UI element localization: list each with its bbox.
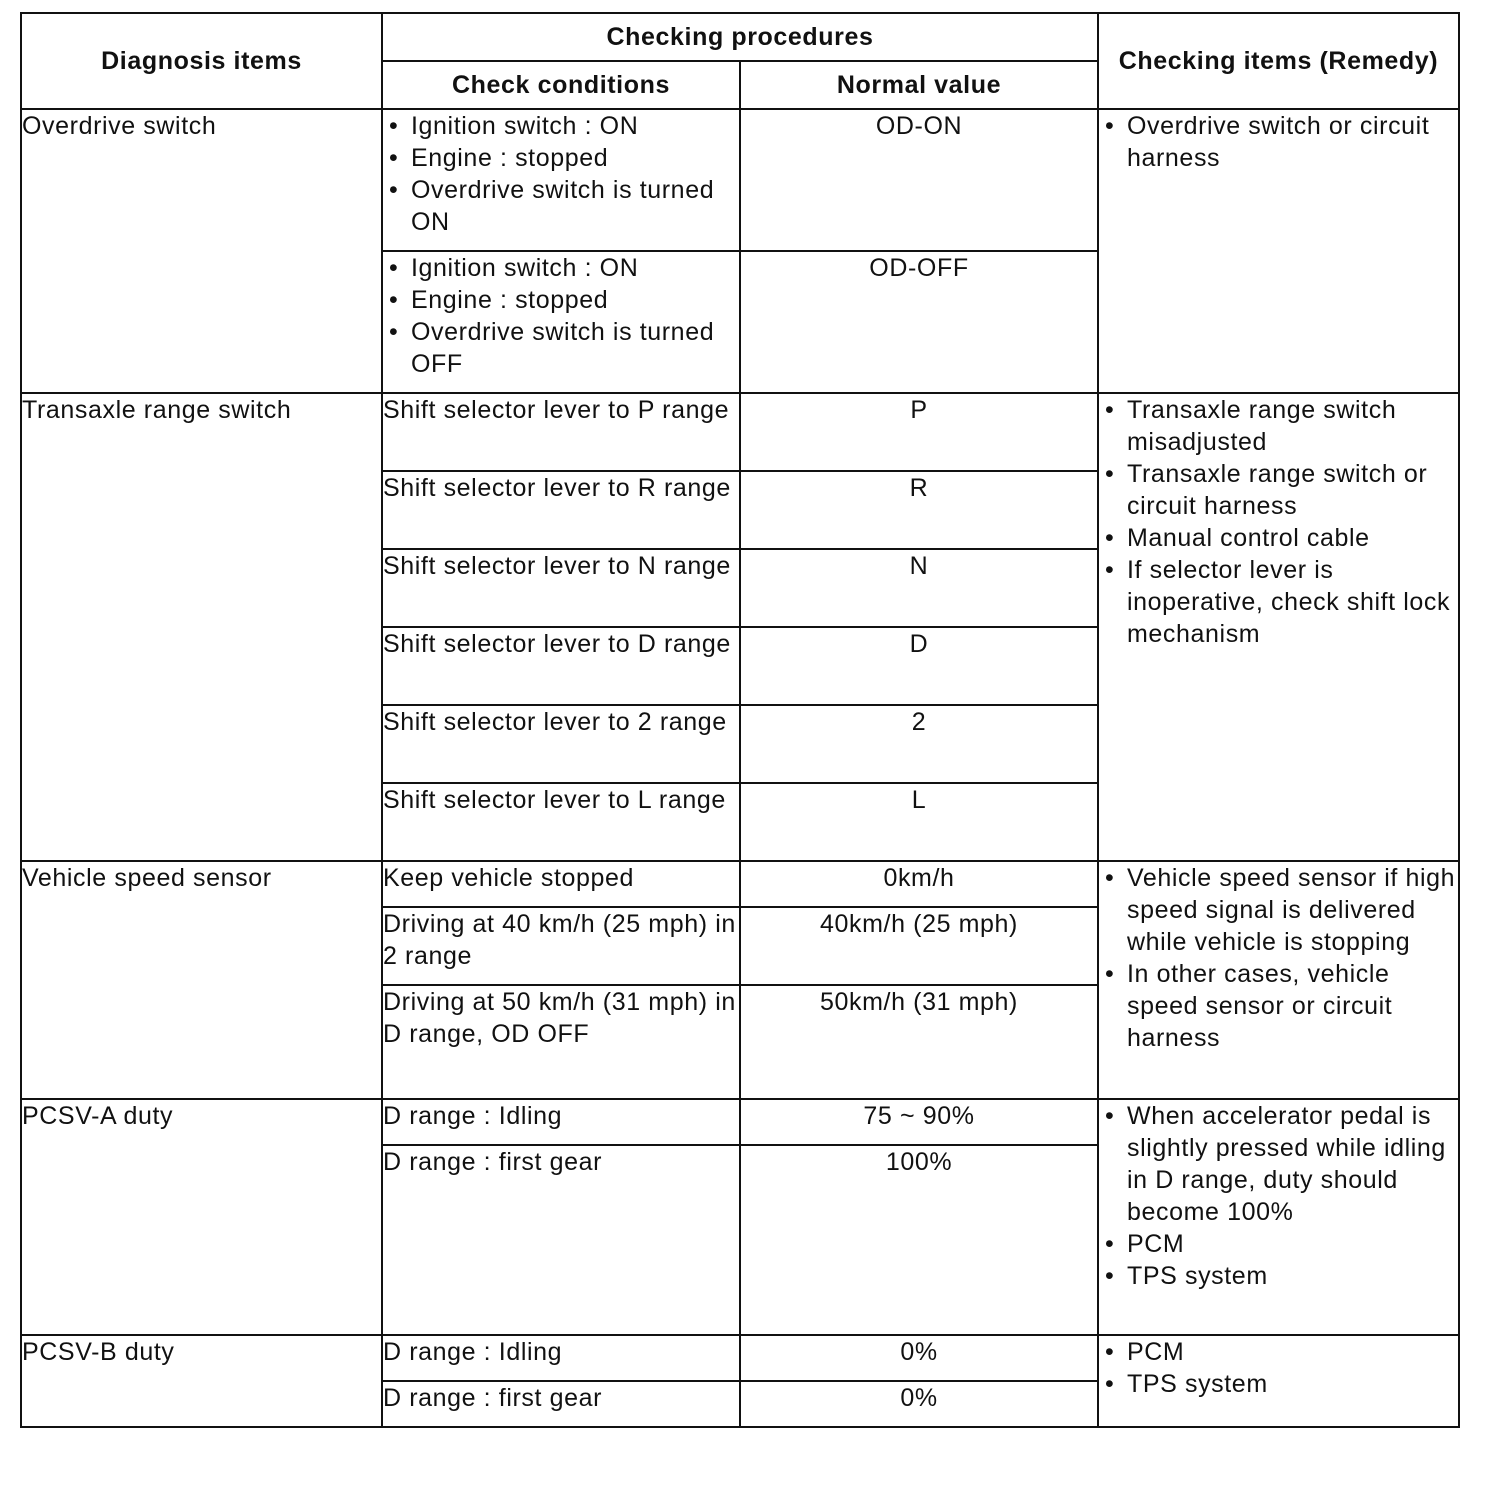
diagnosis-table — [20, 12, 1460, 1428]
normal-value: D — [740, 627, 1098, 705]
normal-value: 100% — [740, 1145, 1098, 1335]
list-item: • Transaxle range switch misadjusted — [1099, 394, 1458, 458]
check-condition — [382, 109, 740, 251]
list-item: • If selector lever is inoperative, check shift lock mechanism — [1099, 554, 1458, 650]
list-item: • Manual control cable — [1099, 522, 1458, 554]
list-item: • Overdrive switch is turned ON — [383, 174, 739, 238]
diagnosis-item-transaxle: Transaxle range switch — [21, 393, 382, 861]
table-row — [21, 1099, 1459, 1145]
normal-value: 50km/h (31 mph) — [740, 985, 1098, 1099]
check-condition: Shift selector lever to P range — [382, 393, 740, 471]
diagnosis-item-overdrive: Overdrive switch — [21, 109, 382, 393]
list-item: • Transaxle range switch or circuit harness — [1099, 458, 1458, 522]
normal-value: OD-OFF — [740, 251, 1098, 393]
diagnosis-item-pcsv-b: PCSV-B duty — [21, 1335, 382, 1427]
table-row — [21, 393, 1459, 471]
list-item: • TPS system — [1099, 1260, 1458, 1292]
check-condition: Keep vehicle stopped — [382, 861, 740, 907]
check-condition — [382, 251, 740, 393]
check-condition: Shift selector lever to 2 range — [382, 705, 740, 783]
list-item: • Overdrive switch or circuit harness — [1099, 110, 1458, 174]
list-item: • Engine : stopped — [383, 284, 739, 316]
normal-value: L — [740, 783, 1098, 861]
normal-value: OD-ON — [740, 109, 1098, 251]
diagnosis-item-speed-sensor: Vehicle speed sensor — [21, 861, 382, 1099]
remedy-overdrive — [1098, 109, 1459, 393]
list-item: • Vehicle speed sensor if high speed signal is delivered while vehicle is stopping — [1099, 862, 1458, 958]
check-condition: D range : first gear — [382, 1145, 740, 1335]
normal-value: 75 ~ 90% — [740, 1099, 1098, 1145]
normal-value: 0% — [740, 1335, 1098, 1381]
remedy-pcsv-b — [1098, 1335, 1459, 1427]
list-item: • PCM — [1099, 1228, 1458, 1260]
normal-value: 0% — [740, 1381, 1098, 1427]
check-condition: Shift selector lever to N range — [382, 549, 740, 627]
list-item: • Overdrive switch is turned OFF — [383, 316, 739, 380]
check-condition: Driving at 40 km/h (25 mph) in 2 range — [382, 907, 740, 985]
list-item: • When accelerator pedal is slightly pressed while idling in D range, duty should become 100% — [1099, 1100, 1458, 1228]
header-diagnosis-items: Diagnosis items — [21, 13, 382, 109]
normal-value: 40km/h (25 mph) — [740, 907, 1098, 985]
check-condition: D range : Idling — [382, 1099, 740, 1145]
list-item: • PCM — [1099, 1336, 1458, 1368]
check-condition: Driving at 50 km/h (31 mph) in D range, OD OFF — [382, 985, 740, 1099]
list-item: • Ignition switch : ON — [383, 110, 739, 142]
normal-value: R — [740, 471, 1098, 549]
normal-value: P — [740, 393, 1098, 471]
check-condition: Shift selector lever to L range — [382, 783, 740, 861]
table-row — [21, 109, 1459, 251]
remedy-speed-sensor — [1098, 861, 1459, 1099]
list-item: • TPS system — [1099, 1368, 1458, 1400]
normal-value: N — [740, 549, 1098, 627]
normal-value: 2 — [740, 705, 1098, 783]
check-condition: Shift selector lever to R range — [382, 471, 740, 549]
remedy-transaxle — [1098, 393, 1459, 861]
header-normal-value: Normal value — [740, 61, 1098, 109]
header-checking-procedures: Checking procedures — [382, 13, 1098, 61]
header-checking-items-remedy: Checking items (Remedy) — [1098, 13, 1459, 109]
check-condition: Shift selector lever to D range — [382, 627, 740, 705]
check-condition: D range : first gear — [382, 1381, 740, 1427]
table-row — [21, 1335, 1459, 1381]
remedy-pcsv-a — [1098, 1099, 1459, 1335]
list-item: • Ignition switch : ON — [383, 252, 739, 284]
list-item: • In other cases, vehicle speed sensor or circuit harness — [1099, 958, 1458, 1054]
diagnosis-item-pcsv-a: PCSV-A duty — [21, 1099, 382, 1335]
header-check-conditions: Check conditions — [382, 61, 740, 109]
list-item: • Engine : stopped — [383, 142, 739, 174]
normal-value: 0km/h — [740, 861, 1098, 907]
check-condition: D range : Idling — [382, 1335, 740, 1381]
table-row — [21, 861, 1459, 907]
